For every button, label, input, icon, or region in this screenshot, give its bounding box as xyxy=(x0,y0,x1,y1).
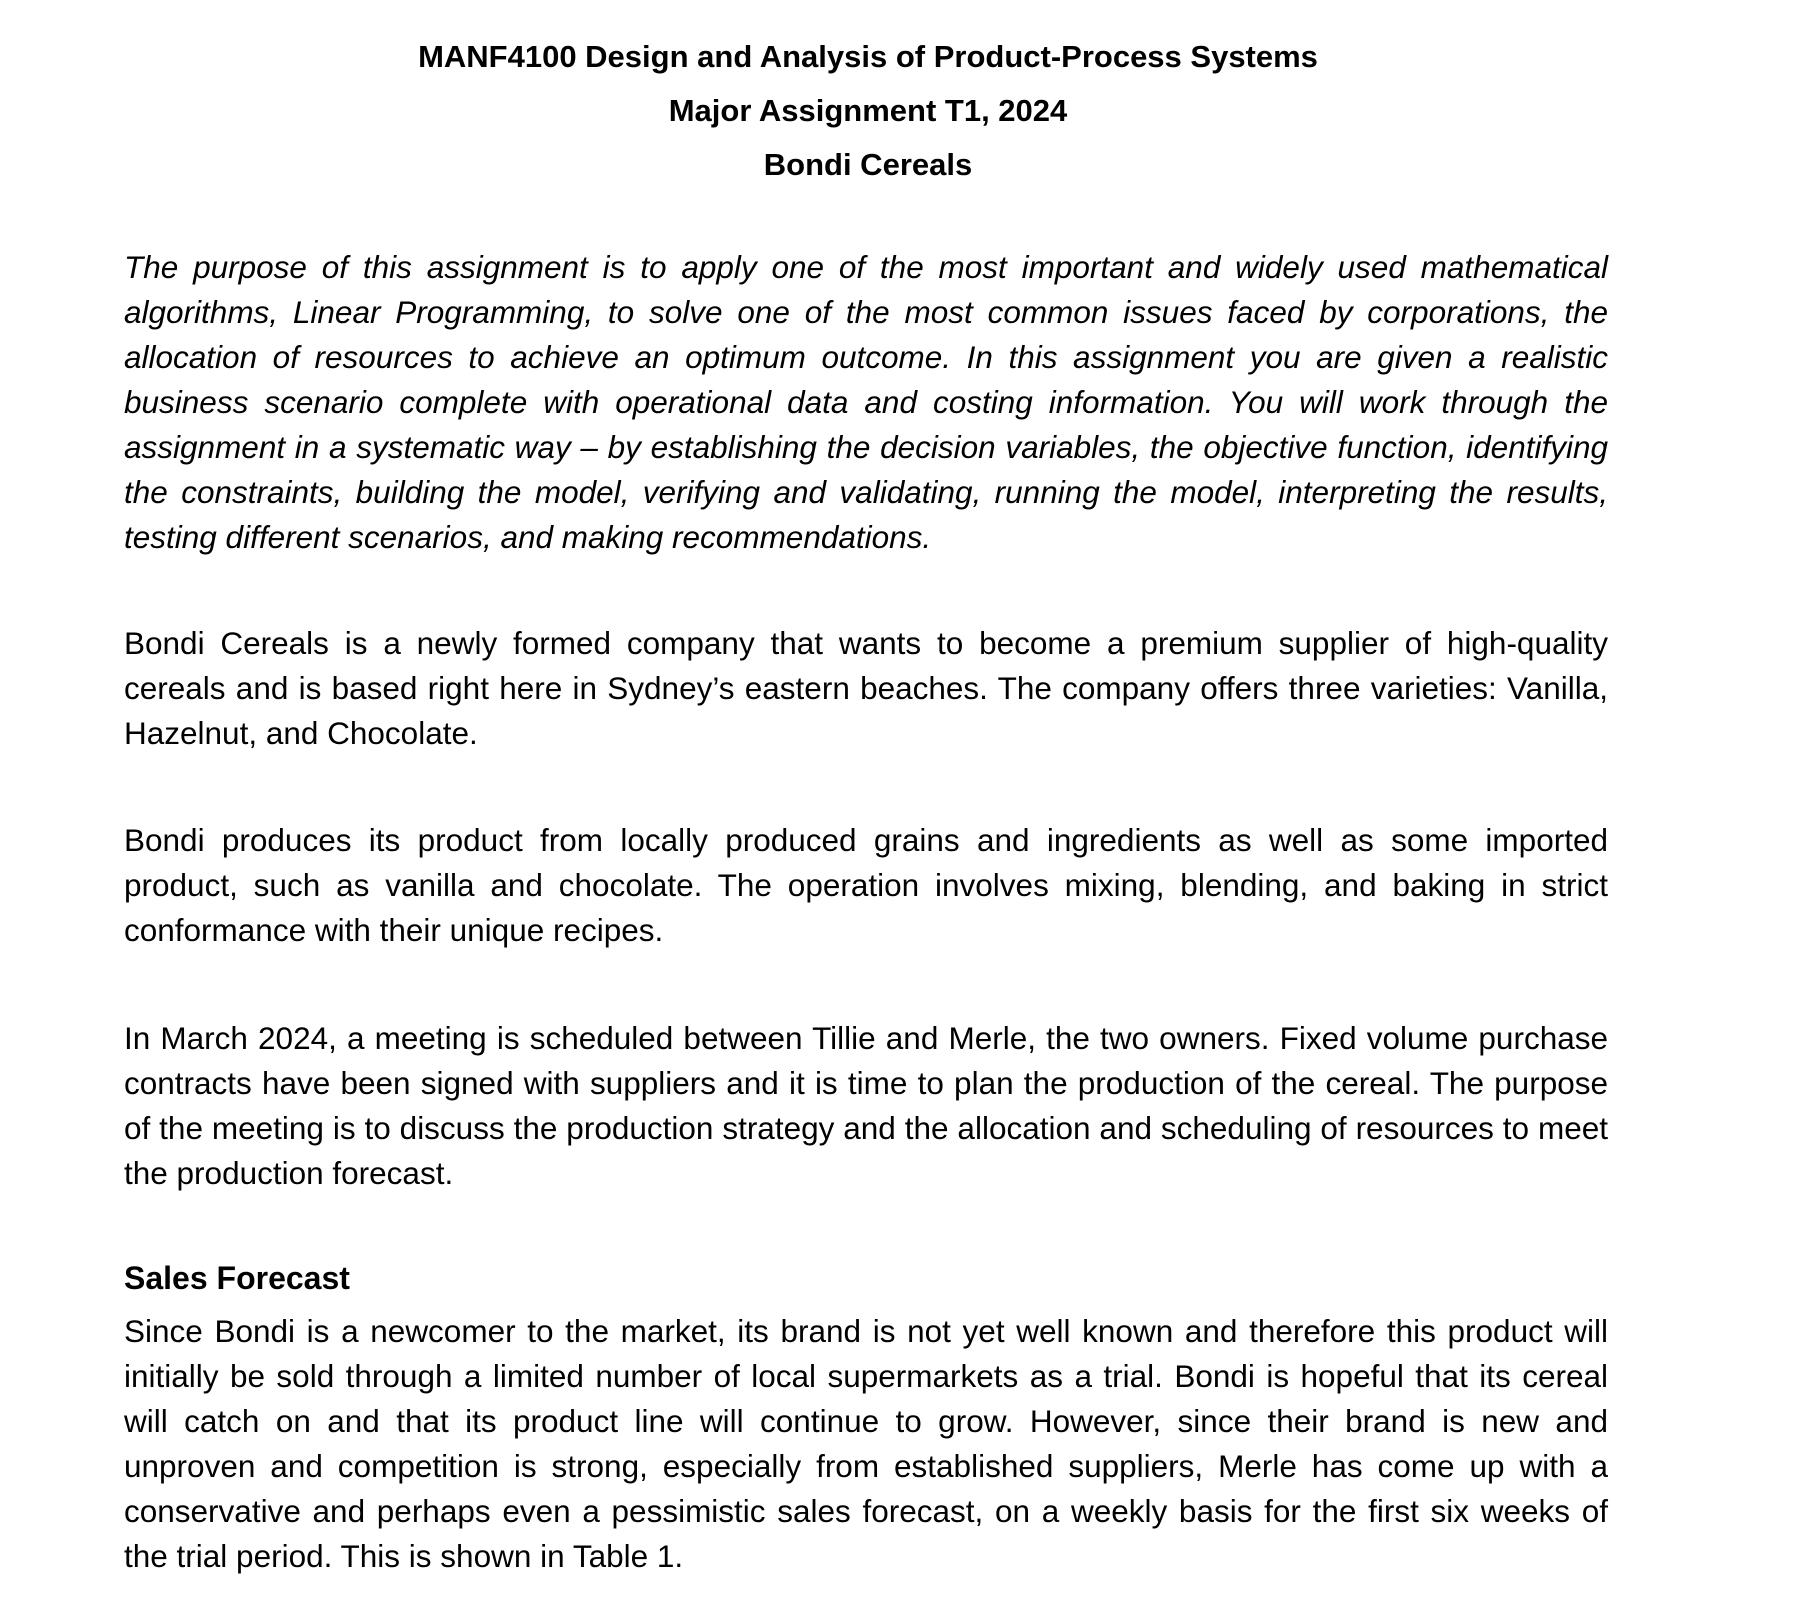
sales-forecast-paragraph: Since Bondi is a newcomer to the market, its brand is not yet well known and therefore this product will initially be sold through a limited number of local supermarkets as a trial. Bondi is hopeful that its cereal will catch on and that its product line will continue to grow. However, since their brand is new and unproven and competition is strong, especially from established suppliers, Merle has come up with a conservative and perhaps even a pessimistic sales forecast, on a weekly basis for the first six weeks of the trial period. This is shown in Table 1. xyxy=(124,1313,1608,1574)
intro-section xyxy=(124,245,1608,560)
sales-forecast-heading: Sales Forecast xyxy=(124,1260,350,1296)
meeting-section xyxy=(124,1016,1608,1196)
sales-forecast-section xyxy=(124,1256,1608,1579)
meeting-paragraph: In March 2024, a meeting is scheduled between Tillie and Merle, the two owners. Fixed volume purchase contracts have been signed with suppliers and it is time to plan the production of the cereal. The purpose of the meeting is to discuss the production strategy and the allocation and scheduling of resources to meet the production forecast. xyxy=(124,1020,1608,1191)
company-title: Bondi Cereals xyxy=(763,147,973,182)
company-section xyxy=(124,621,1608,756)
assignment-title: Major Assignment T1, 2024 xyxy=(668,93,1068,128)
intro-paragraph: The purpose of this assignment is to apply one of the most important and widely used mathematical algorithms, Linear Programming, to solve one of the most common issues faced by corporations, the allocation of resources to achieve an optimum outcome. In this assignment you are given a realistic business scenario complete with operational data and costing information. You will work through the assignment in a systematic way – by establishing the decision variables, the objective function, identifying the constraints, building the model, verifying and validating, running the model, interpreting the results, testing different scenarios, and making recommendations. xyxy=(124,249,1608,555)
title-block xyxy=(0,30,1736,192)
production-paragraph: Bondi produces its product from locally produced grains and ingredients as well as some imported product, such as vanilla and chocolate. The operation involves mixing, blending, and baking in strict conformance with their unique recipes. xyxy=(124,822,1608,948)
course-title: MANF4100 Design and Analysis of Product-Process Systems xyxy=(418,39,1318,74)
production-section xyxy=(124,818,1608,953)
company-paragraph: Bondi Cereals is a newly formed company that wants to become a premium supplier of high-quality cereals and is based right here in Sydney’s eastern beaches. The company offers three varieties: Vanilla, Hazelnut, and Chocolate. xyxy=(124,625,1608,751)
